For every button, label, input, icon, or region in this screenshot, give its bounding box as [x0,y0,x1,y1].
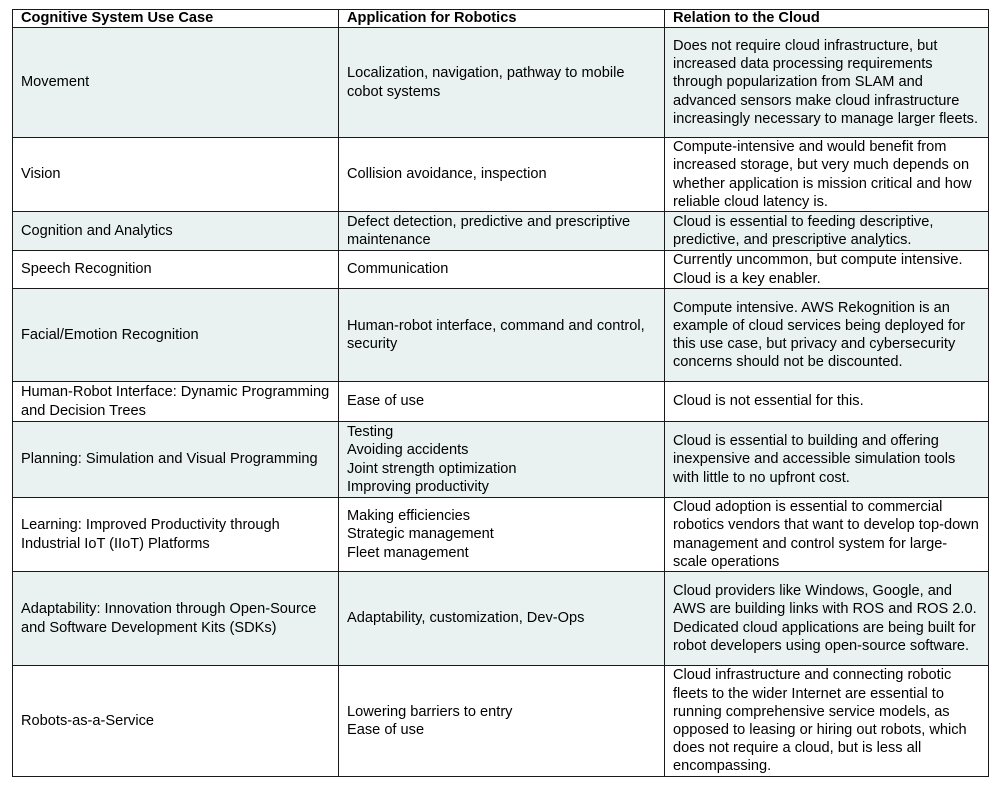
use-case-cell: Robots-as-a-Service [13,666,339,777]
application-cell [339,572,665,666]
application-line: Adaptability, customization, Dev-Ops [347,610,585,627]
application-cell [339,251,665,289]
cloud-relation-cell: Currently uncommon, but compute intensive. Cloud is a key enabler. [665,251,989,289]
table-row [13,28,989,138]
use-case-cell: Vision [13,138,339,212]
application-line: Fleet management [347,544,469,561]
application-line: Strategic management [347,526,494,543]
table-row [13,572,989,666]
cloud-relation-cell: Compute-intensive and would benefit from increased storage, but very much depends on whether application is mission critical and how reliable cloud latency is. [665,138,989,212]
application-line: Collision avoidance, inspection [347,166,547,183]
application-cell [339,382,665,422]
application-line: Ease of use [347,722,425,738]
cloud-relation-cell: Cloud adoption is essential to commercial robotics vendors that want to develop top-down management and control system for large-scale operations [665,498,989,572]
header-cloud-relation: Relation to the Cloud [665,10,989,28]
use-case-cell: Adaptability: Innovation through Open-Source and Software Development Kits (SDKs) [13,572,339,666]
use-case-cell: Cognition and Analytics [13,212,339,251]
application-line: Improving productivity [347,478,489,495]
table-row [13,138,989,212]
use-case-cell: Facial/Emotion Recognition [13,289,339,382]
application-cell [339,28,665,138]
cloud-relation-cell: Cloud is not essential for this. [665,382,989,422]
application-line: Joint strength optimization [347,460,517,477]
use-case-cell: Planning: Simulation and Visual Programming [13,422,339,498]
application-cell [339,138,665,212]
application-cell [339,289,665,382]
application-line: Localization, navigation, pathway to mobile cobot systems [347,65,625,100]
application-cell [339,666,665,777]
application-line: Ease of use [347,393,425,410]
application-cell [339,498,665,572]
table-row [13,498,989,572]
cloud-relation-cell: Compute intensive. AWS Rekognition is an example of cloud services being deployed for this use case, but privacy and cybersecurity concerns should not be discounted. [665,289,989,382]
cloud-relation-cell: Cloud providers like Windows, Google, and AWS are building links with ROS and ROS 2.0. Dedicated cloud applications are being built for robot developers using open-source software. [665,572,989,666]
header-row [13,10,989,28]
application-line: Defect detection, predictive and prescriptive maintenance [347,213,631,248]
cloud-relation-cell: Cloud is essential to feeding descriptive, predictive, and prescriptive analytics. [665,212,989,251]
cloud-relation-cell: Cloud infrastructure and connecting robotic fleets to the wider Internet are essential to running comprehensive service models, as opposed to leasing or hiring out robots, which does not require a cloud, but is less all encompassing. [665,666,989,777]
table-row [13,251,989,289]
application-cell [339,422,665,498]
table-row [13,212,989,251]
table-row [13,666,989,777]
cloud-relation-cell: Cloud is essential to building and offering inexpensive and accessible simulation tools with little to no upfront cost. [665,422,989,498]
application-line: Testing [347,424,394,441]
application-line: Communication [347,261,449,278]
use-case-cell: Learning: Improved Productivity through Industrial IoT (IIoT) Platforms [13,498,339,572]
application-line: Avoiding accidents [347,442,469,459]
use-case-cell: Speech Recognition [13,251,339,289]
application-line: Making efficiencies [347,508,471,525]
table-row [13,289,989,382]
table-row [13,382,989,422]
header-use-case: Cognitive System Use Case [13,10,339,28]
cloud-robotics-table [12,9,989,777]
table-row [13,422,989,498]
application-line: Human-robot interface, command and control, security [347,317,645,352]
use-case-cell: Movement [13,28,339,138]
header-application: Application for Robotics [339,10,665,28]
application-line: Lowering barriers to entry [347,703,513,720]
application-cell [339,212,665,251]
use-case-cell: Human-Robot Interface: Dynamic Programming and Decision Trees [13,382,339,422]
cloud-relation-cell: Does not require cloud infrastructure, but increased data processing requirements through popularization from SLAM and advanced sensors make cloud infrastructure increasingly necessary to manage larger fleets. [665,28,989,138]
